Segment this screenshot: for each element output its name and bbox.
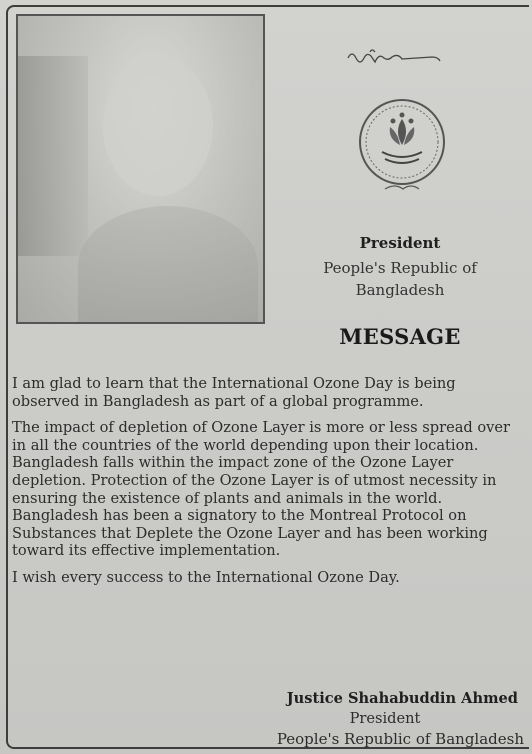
paragraph: The impact of depletion of Ozone Layer is more or less spread over in all the countries of the world depending upon their location. Bangladesh falls within the impact zone of the Ozone Layer depletion. Protection of the Ozone Layer is of utmost necessity in ensuring the existence of plants and animals in the world. Bangladesh has been a signatory to the Montreal Protocol on Substances that Deplete the Ozone Layer and has been working toward its effective implementation. xyxy=(12,419,511,560)
paragraph: I am glad to learn that the International Ozone Day is being observed in Bangladesh as part of a global programme. xyxy=(12,375,456,410)
signatory-organization: People's Republic of Bangladesh xyxy=(276,730,524,748)
president-subtitle-line2: Bangladesh xyxy=(355,281,445,299)
handwritten-signature xyxy=(340,44,450,70)
president-subtitle-line1: People's Republic of xyxy=(323,259,477,277)
message-body xyxy=(12,375,522,596)
signatory-name: Justice Shahabuddin Ahmed xyxy=(286,690,518,707)
paragraph: I wish every success to the International Ozone Day. xyxy=(12,568,400,586)
government-seal-icon xyxy=(357,97,447,197)
president-title: President xyxy=(359,234,441,252)
signatory-role: President xyxy=(349,710,421,727)
president-portrait xyxy=(16,14,265,324)
message-heading: MESSAGE xyxy=(339,324,461,349)
